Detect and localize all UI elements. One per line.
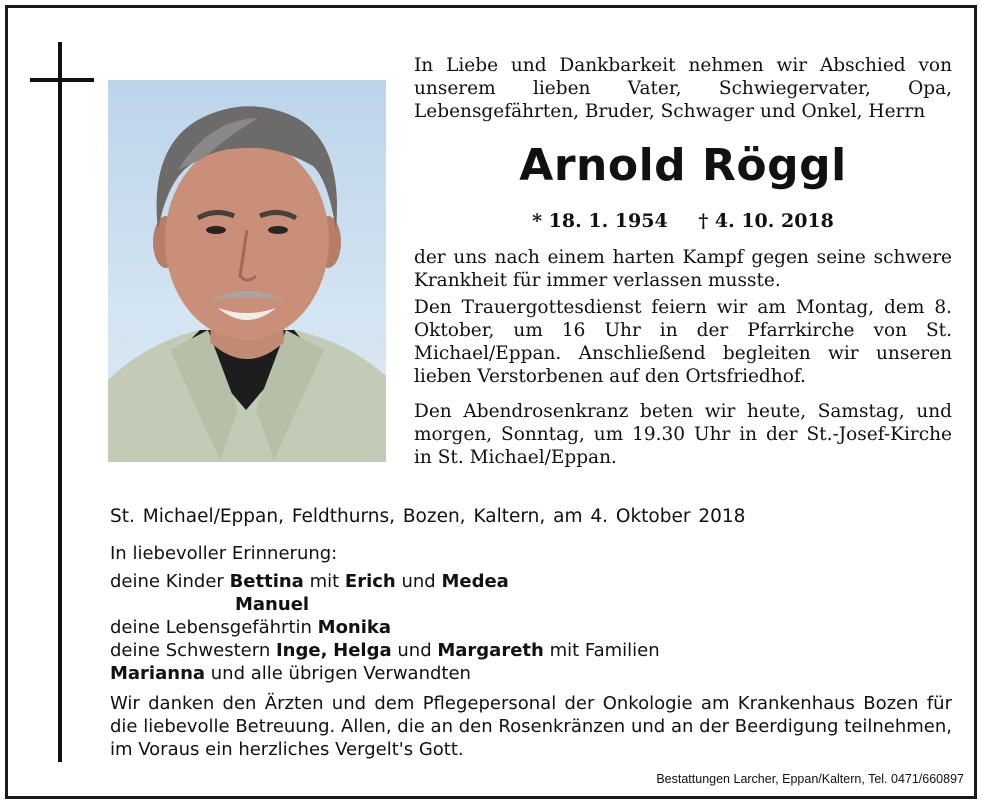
family-text: deine Schwestern (110, 640, 271, 661)
family-name: Margareth (437, 640, 544, 661)
family-text: mit Familien (549, 640, 660, 661)
cross-icon (58, 42, 62, 762)
family-line-children (110, 570, 952, 593)
family-name: Marianna (110, 663, 206, 684)
family-line-relatives (110, 662, 952, 685)
family-name: Erich (344, 571, 396, 592)
family-text: und alle übrigen Verwandten (210, 663, 471, 684)
paragraph-illness: der uns nach einem harten Kampf gegen seine schwere Krankheit für immer verlassen musste. (414, 247, 952, 291)
family-text: und (401, 571, 436, 592)
paragraph-funeral: Den Trauergottesdienst feiern wir am Montag, dem 8. Oktober, um 16 Uhr in der Pfarrkirche von St. Michael/Eppan. Anschließend begleiten wir unseren lieben Verstorbenen auf den Ortsfriedhof. (414, 297, 952, 387)
family-text: mit (309, 571, 340, 592)
family-name: Monika (317, 617, 392, 638)
family-text: und (397, 640, 432, 661)
family-name: Bettina (229, 571, 304, 592)
deceased-name: Arnold Röggl (519, 140, 847, 191)
family-line-partner (110, 616, 952, 639)
life-dates (414, 210, 952, 232)
family-name: Inge, (275, 640, 328, 661)
memory-heading: In liebevoller Erinnerung: (110, 543, 338, 564)
cross-icon-bar (30, 78, 94, 82)
family-line-child2 (110, 593, 982, 616)
death-date: † 4. 10. 2018 (698, 210, 834, 232)
intro-text: In Liebe und Dankbarkeit nehmen wir Abschied von unserem lieben Vater, Schwiegervater, Opa, Lebensgefährten, Bruder, Schwager und Onkel, Herrn (414, 55, 952, 122)
family-name: Medea (441, 571, 509, 592)
funeral-home-footer: Bestattungen Larcher, Eppan/Kaltern, Tel. 0471/660897 (656, 772, 964, 786)
family-text: deine Kinder (110, 571, 224, 592)
place-and-date: St. Michael/Eppan, Feldthurns, Bozen, Kaltern, am 4. Oktober 2018 (110, 506, 746, 527)
birth-date: * 18. 1. 1954 (532, 210, 668, 232)
family-text: deine Lebensgefährtin (110, 617, 312, 638)
portrait-photo (108, 80, 386, 462)
thanks-text: Wir danken den Ärzten und dem Pflegepersonal der Onkologie am Krankenhaus Bozen für die liebevolle Betreuung. Allen, die an den Rosenkränzen und an der Beerdigung teilnehmen, im Voraus ein herzliches Vergelt's Gott. (110, 693, 952, 760)
paragraph-rosary: Den Abendrosenkranz beten wir heute, Samstag, und morgen, Sonntag, um 19.30 Uhr in der St.-Josef-Kirche in St. Michael/Eppan. (414, 401, 952, 468)
family-name: Helga (333, 640, 392, 661)
family-name: Manuel (235, 594, 310, 615)
family-line-sisters (110, 639, 952, 662)
